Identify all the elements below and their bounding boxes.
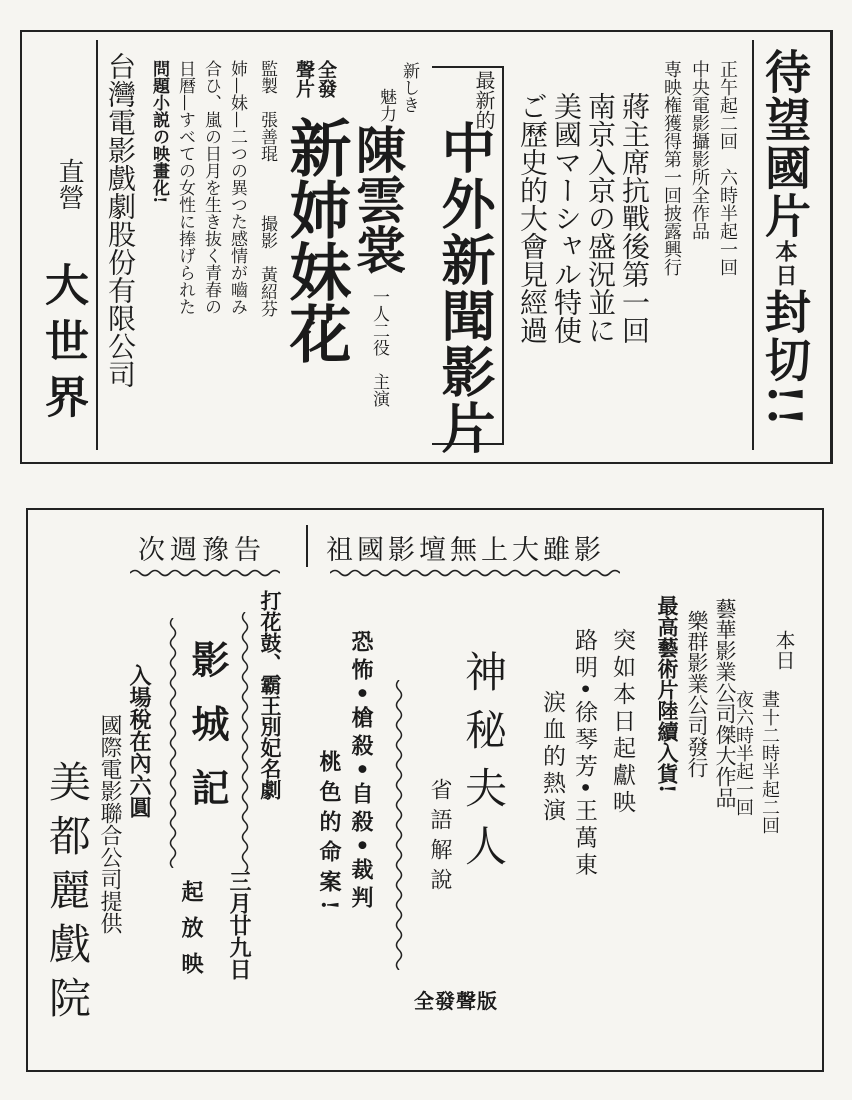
genre-wave-right <box>394 680 404 970</box>
film-title: 新姉妹花 <box>279 116 352 364</box>
ad-top-title <box>758 48 812 429</box>
header-divider <box>306 525 308 567</box>
desc-line-3: 日曆—すべての女性に捧げられた <box>175 60 195 315</box>
title-main: 待望國片 <box>758 48 812 240</box>
next-title: 影城記 <box>185 640 230 832</box>
desc-line-1: 姉—妹—二つの異つた感情が嚙み <box>227 60 247 315</box>
provider-text: 國際電影聯合公司提供 <box>97 714 122 934</box>
news-line-3: 美國マーシャル特使 <box>550 92 583 344</box>
camera-credit: 撮影 黃紹芬 <box>257 215 277 317</box>
next-release: 起放映 <box>178 880 204 988</box>
newsreel-prefix: 最新的 <box>472 70 496 130</box>
header-right: 祖國影壇無上大雖影 <box>326 535 605 566</box>
talkie-label-1: 全發 <box>315 60 337 98</box>
star-role: 一人二役 主演 <box>369 288 389 407</box>
next-wave-right <box>240 612 250 872</box>
star-tag-2: 魅力 <box>376 88 396 122</box>
ad-top-frame <box>20 30 833 464</box>
star-tag-1: 新しき <box>399 62 419 113</box>
narration-text: 省語解說 <box>427 778 452 898</box>
ad-top-right-rule <box>752 40 754 450</box>
version-label: 全發聲版 <box>414 989 498 1013</box>
cast-line-2: 涙血的熱演 <box>539 690 565 825</box>
showtimes-1: 晝十二時半起二回 <box>759 690 780 834</box>
showtimes-2: 夜六時半起一回 <box>733 690 754 816</box>
bottom-film-title: 神秘夫人 <box>459 650 508 882</box>
import-text: 最高藝術片陸續入貨! <box>655 595 680 794</box>
news-line-2: 南京入京の盛況並に <box>584 92 617 344</box>
rights-text: 専映権獲得第一回披露興行 <box>661 60 682 276</box>
theater-name: 大世界 <box>37 262 88 430</box>
bottom-theater-name: 美都麗戲院 <box>43 760 92 1030</box>
director-credit: 監製 張善琨 <box>257 60 277 162</box>
tax-note: 入場稅在內六圓 <box>126 664 152 818</box>
header-left: 次週豫告 <box>138 535 266 566</box>
schedule-text: 正午起二回 六時半起一回 <box>717 60 738 276</box>
title-end: 封切!! <box>758 288 812 429</box>
title-small: 本日 <box>772 240 798 288</box>
next-date: 三月廿九日 <box>226 870 252 980</box>
operated-label: 直營 <box>54 158 84 210</box>
star-name: 陳雲裳 <box>348 124 407 274</box>
header-wave-right <box>330 568 620 578</box>
studio-text: 藝華影業公司傑大作品 <box>713 598 737 808</box>
genre-line-2: 桃色的命案! <box>316 750 342 918</box>
news-line-1: 蔣主席抗戰後第一回 <box>618 92 651 344</box>
company-name: 台灣電影戲劇股份有限公司 <box>104 52 137 388</box>
today-label: 本日 <box>772 630 796 670</box>
ad-top-left-rule <box>96 40 98 450</box>
genre-line-1: 恐怖•槍殺•自殺•裁判 <box>348 630 374 915</box>
desc-line-4: 問題小説の映畫化! <box>149 60 169 204</box>
distributor-text: 樂群影業公司發行 <box>685 610 709 778</box>
next-wave-left <box>168 618 178 868</box>
desc-line-2: 合ひ、嵐の日月を生き抜く青春の <box>201 60 221 315</box>
producer-text: 中央電影攝影所全作品 <box>689 60 710 240</box>
next-cast: 打花鼓、霸王別妃名劇 <box>258 590 283 800</box>
cast-line-1: 路明•徐琴芳•王萬東 <box>571 628 597 880</box>
header-wave-left <box>130 568 280 578</box>
opening-text: 突如本日起獻映 <box>609 628 635 817</box>
talkie-label-2: 聲片 <box>293 60 315 98</box>
news-line-4: ご歷史的大會見經過 <box>516 92 549 344</box>
newsreel-title: 中外新聞影片 <box>433 120 497 456</box>
